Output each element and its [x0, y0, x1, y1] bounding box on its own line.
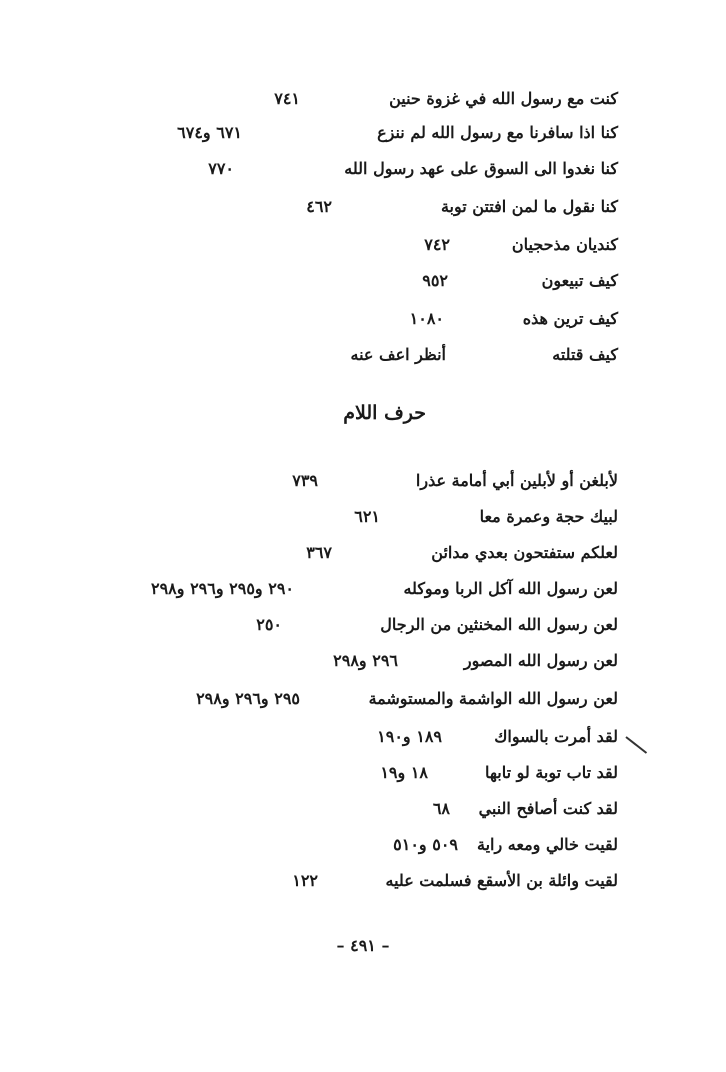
entry-ref: ٣٦٧ [306, 543, 332, 562]
entry-text: لعن رسول الله آكل الربا وموكله [403, 579, 618, 598]
entry-ref: ٦٨ [432, 799, 450, 818]
entry-text: لبيك حجة وعمرة معا [479, 507, 618, 526]
entry-ref: ١٢٢ [292, 871, 318, 890]
entry-text: لقيت وائلة بن الأسقع فسلمت عليه [385, 871, 618, 890]
index-entry [98, 264, 618, 298]
index-entry [98, 228, 618, 262]
index-entry [98, 152, 618, 186]
entry-ref: ٦٧١ و٦٧٤ [177, 123, 242, 142]
entry-text: لقد أمرت بالسواك [494, 727, 618, 746]
entry-ref: ٢٩٠ و٢٩٥ و٢٩٦ و٢٩٨ [150, 579, 294, 598]
entry-text: كنا اذا سافرنا مع رسول الله لم ننزع [377, 123, 618, 142]
entry-text: لأبلغن أو لأبلين أبي أمامة عذرا [415, 471, 618, 490]
entry-ref: ٦٢١ [354, 507, 380, 526]
entry-ref: ٧٤٢ [424, 235, 450, 254]
entry-ref: ١٨ و١٩ [380, 763, 428, 782]
index-entry [98, 864, 618, 898]
index-entry [98, 720, 618, 754]
entry-text: لقيت خالي ومعه راية [477, 835, 618, 854]
index-entry [98, 464, 618, 498]
entry-ref: ٧٧٠ [208, 159, 234, 178]
entry-text: كنا نغدوا الى السوق على عهد رسول الله [344, 159, 618, 178]
entry-ref: ١٨٩ و١٩٠ [377, 727, 442, 746]
index-entry [98, 792, 618, 826]
index-entry [98, 500, 618, 534]
entry-text: كيف قتلته [552, 345, 618, 364]
index-entry [98, 190, 618, 224]
entry-ref: ٧٤١ [274, 89, 300, 108]
entry-text: كيف ترين هذه [522, 309, 618, 328]
entry-ref: ٤٦٢ [306, 197, 332, 216]
entry-ref: ٢٥٠ [256, 615, 282, 634]
index-entry [98, 536, 618, 570]
entry-text: كنت مع رسول الله في غزوة حنين [389, 89, 618, 108]
entry-text: لقد تاب توبة لو تابها [485, 763, 618, 782]
entry-text: لعن رسول الله المصور [463, 651, 618, 670]
entry-ref: ٧٣٩ [292, 471, 318, 490]
entry-ref: ٢٩٦ و٢٩٨ [333, 651, 398, 670]
entry-ref: أنظر اعف عنه [350, 345, 446, 364]
index-entry [98, 644, 618, 678]
index-entry [98, 572, 618, 606]
index-entry [98, 682, 618, 716]
index-entry [98, 82, 618, 116]
page-number: – ٤٩١ – [336, 936, 390, 955]
index-entry [98, 828, 618, 862]
index-entry [98, 338, 618, 372]
entry-text: لقد كنت أصافح النبي [478, 799, 618, 818]
index-entry [98, 608, 618, 642]
entry-text: لعن رسول الله الواشمة والمستوشمة [368, 689, 618, 708]
entry-ref: ١٠٨٠ [409, 309, 444, 328]
entry-ref: ٩٥٢ [422, 271, 448, 290]
entry-text: لعن رسول الله المخنثين من الرجال [380, 615, 618, 634]
index-entry [98, 756, 618, 790]
section-heading: حرف اللام [343, 402, 426, 424]
index-entry [98, 302, 618, 336]
entry-text: لعلكم ستفتحون بعدي مدائن [431, 543, 618, 562]
entry-ref: ٥٠٩ و٥١٠ [393, 835, 458, 854]
entry-text: كنديان مذحجيان [511, 235, 618, 254]
entry-text: كيف تبيعون [541, 271, 618, 290]
index-entry [98, 116, 618, 150]
entry-text: كنا نقول ما لمن افتتن توبة [440, 197, 618, 216]
entry-ref: ٢٩٥ و٢٩٦ و٢٩٨ [196, 689, 300, 708]
pen-mark [625, 736, 647, 754]
